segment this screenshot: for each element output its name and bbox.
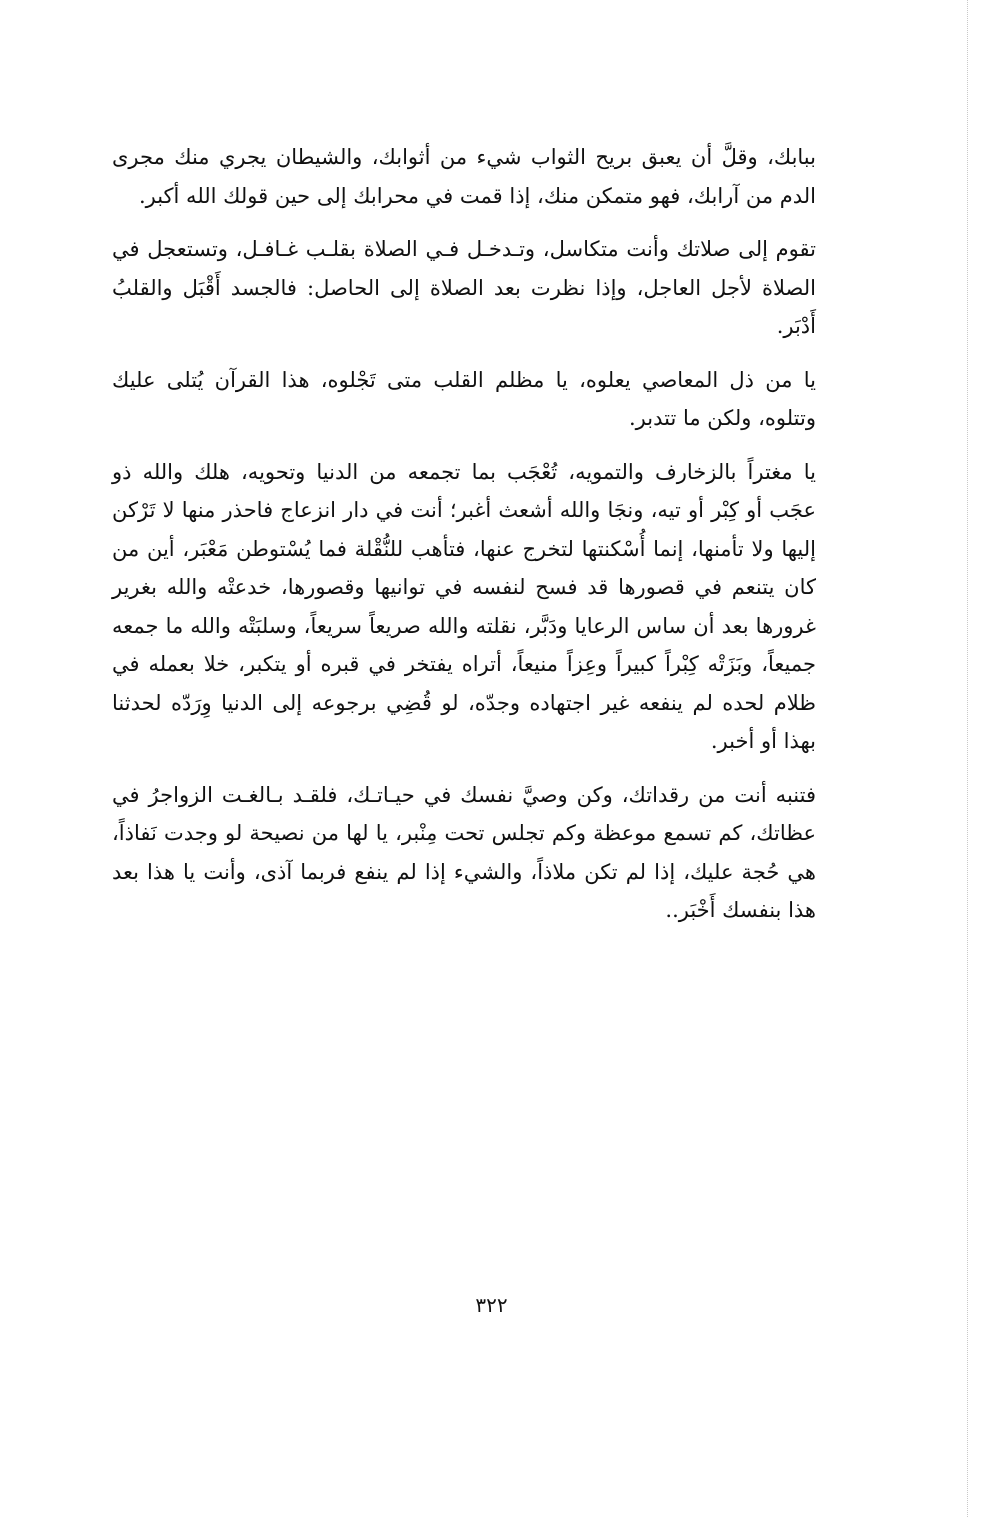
paragraph-1: ببابك، وقلَّ أن يعبق بريح الثواب شيء من أثوابك، والشيطان يجري منك مجرى الدم من آرابك، فهو متمكن منك، إذا قمت في محرابك إلى حين قولك الله أكبر. bbox=[112, 145, 816, 208]
paragraph-4: يا مغتراً بالزخارف والتمويه، تُعْجَب بما تجمعه من الدنيا وتحويه، هلك والله ذو عجَب أو كِبْر أو تيه، ونجَا والله أشعث أغبر؛ أنت في دار انزعاج فاحذر منها لا تَرْكن إليها ولا تأمنها، إنما أُسْكنتها لتخرج عنها، فتأهب للنُّقْلة فما يُسْتوطن مَعْبَر، أين من كان يتنعم في قصورها قد فسح لنفسه في توانيها وقصورها، خدعتْه والله بغرير غرورها بعد أن ساس الرعايا ودَبَّر، نقلته والله صريعاً سريعاً، وسلبَتْه والله ما جمعه جميعاً، وبَزَتْه كِبْراً كبيراً وعِزاً منيعاً، أتراه يفتخر في قبره أو يتكبر، خلا بعمله في ظلام لحده لم ينفعه غير اجتهاده وجدّه، لو قُضِي برجوعه إلى الدنيا وِرَدّه لحدثنا بهذا أو أخبر. bbox=[112, 459, 816, 753]
body-text bbox=[112, 138, 816, 930]
paragraph-3: يا من ذل المعاصي يعلوه، يا مظلم القلب متى تَجْلوه، هذا القرآن يُتلى عليك وتتلوه، ولكن ما تتدبر. bbox=[112, 367, 816, 430]
scan-edge-line bbox=[967, 0, 968, 1517]
paragraph-2: تقوم إلى صلاتك وأنت متكاسل، وتـدخـل فـي الصلاة بقلـب غـافـل، وتستعجل في الصلاة لأجل العاجل، وإذا نظرت بعد الصلاة إلى الحاصل: فالجسد أَقْبَل والقلبُ أَدْبَر. bbox=[112, 237, 816, 338]
page-number: ٣٢٢ bbox=[475, 1293, 508, 1317]
paragraph-5: فتنبه أنت من رقداتك، وكن وصيَّ نفسك في حيـاتـك، فلقـد بـالغـت الزواجرُ في عظاتك، كم تسمع موعظة وكم تجلس تحت مِنْبر، يا لها من نصيحة لو وجدت نَفاذاً، هي حُجة عليك، إذا لم تكن ملاذاً، والشيء إذا لم ينفع فربما آذى، وأنت يا هذا بعد هذا بنفسك أَخْبَر.. bbox=[112, 782, 816, 922]
